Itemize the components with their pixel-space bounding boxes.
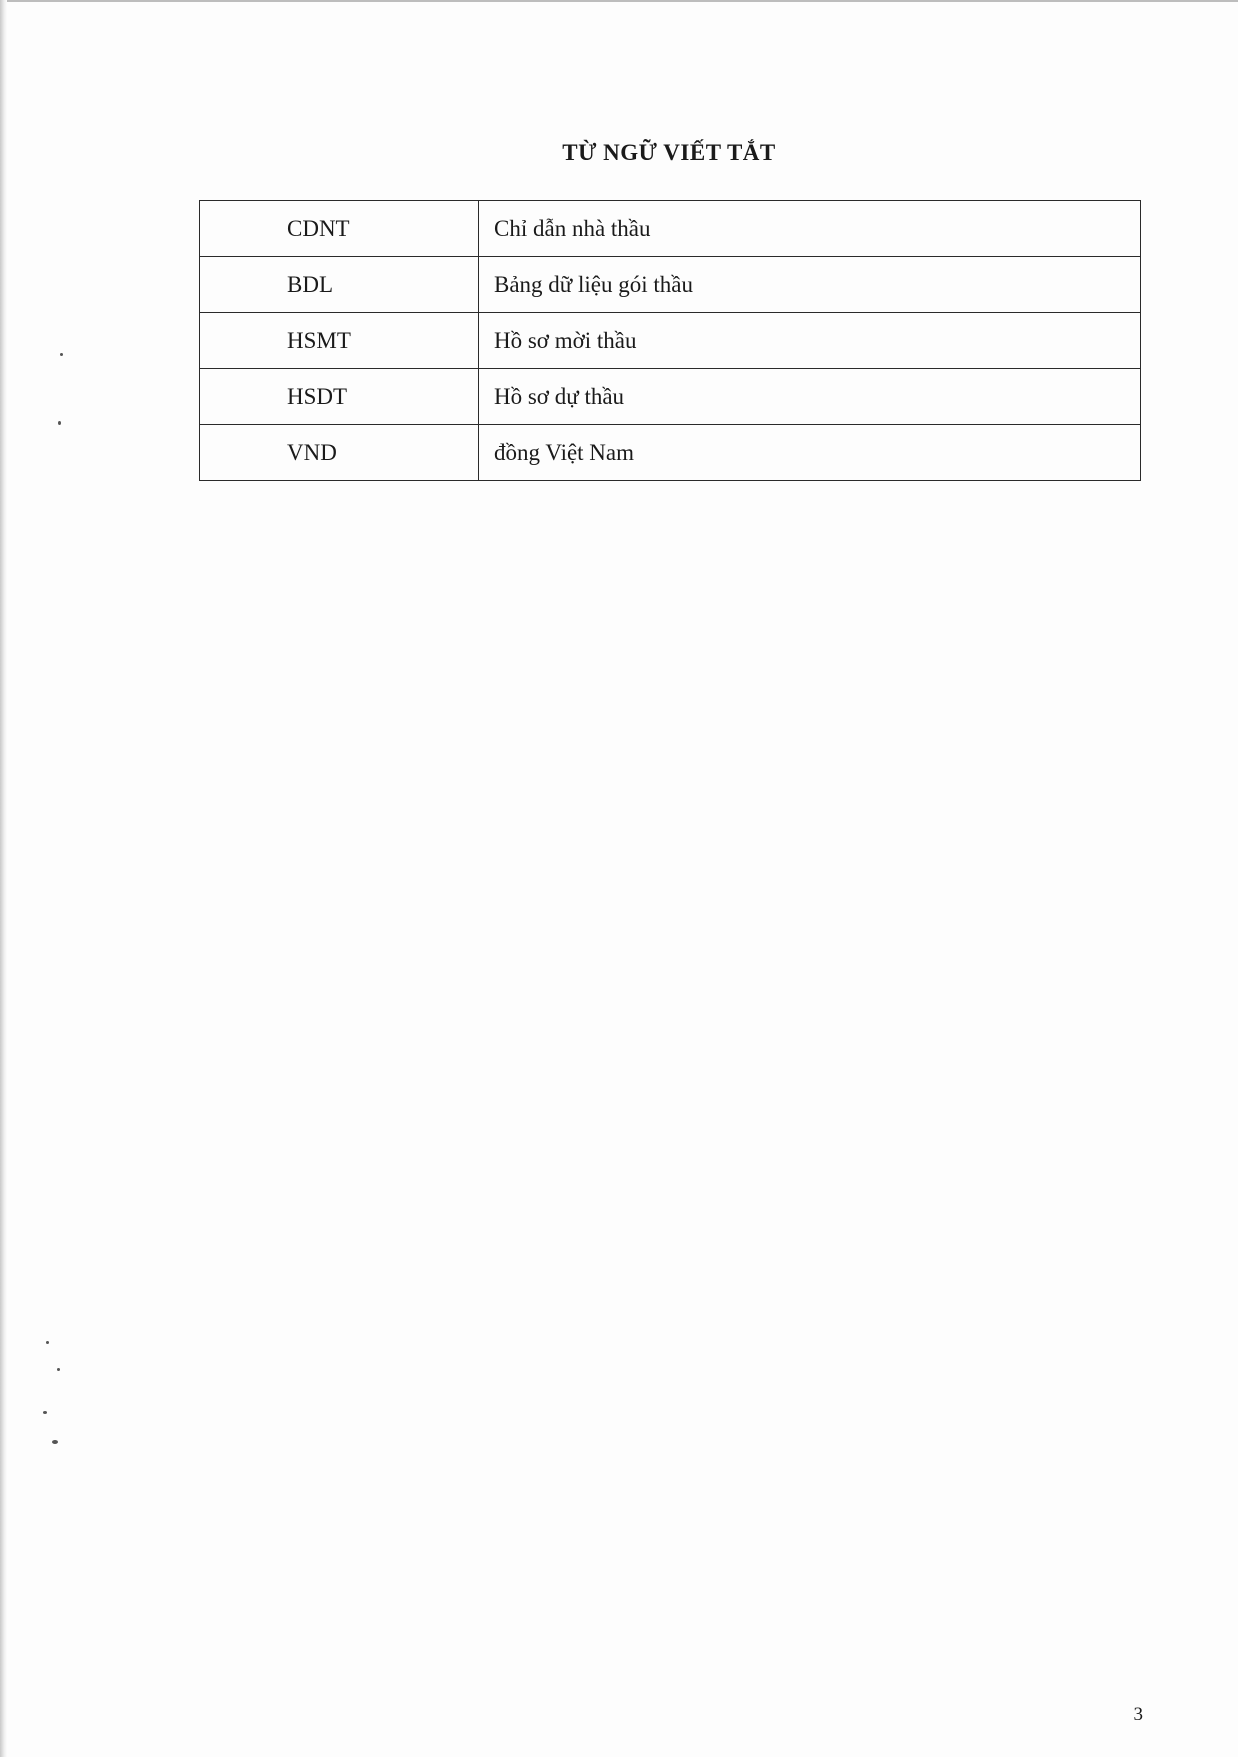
scan-speck — [58, 421, 61, 425]
meaning-cell: Chỉ dẫn nhà thầu — [479, 201, 1141, 257]
abbreviation-cell: VND — [200, 425, 479, 481]
abbreviation-cell: BDL — [200, 257, 479, 313]
scan-speck — [43, 1411, 47, 1414]
page-title: TỪ NGỮ VIẾT TẮT — [562, 140, 776, 165]
table-row — [200, 257, 1141, 313]
page-number: 3 — [1133, 1704, 1143, 1725]
scan-speck — [60, 353, 63, 356]
abbreviation-cell: CDNT — [200, 201, 479, 257]
abbreviation-cell: HSDT — [200, 369, 479, 425]
scan-edge-top — [0, 0, 1238, 2]
table-row — [200, 369, 1141, 425]
table-row — [200, 425, 1141, 481]
table-row — [200, 313, 1141, 369]
scan-speck — [52, 1440, 58, 1444]
meaning-cell: Hồ sơ mời thầu — [479, 313, 1141, 369]
table-row — [200, 201, 1141, 257]
abbreviation-cell: HSMT — [200, 313, 479, 369]
abbreviations-table — [199, 200, 1141, 481]
scan-speck — [46, 1341, 49, 1344]
scan-speck — [57, 1368, 60, 1371]
meaning-cell: đồng Việt Nam — [479, 425, 1141, 481]
meaning-cell: Hồ sơ dự thầu — [479, 369, 1141, 425]
meaning-cell: Bảng dữ liệu gói thầu — [479, 257, 1141, 313]
scan-edge-left — [0, 0, 7, 1757]
